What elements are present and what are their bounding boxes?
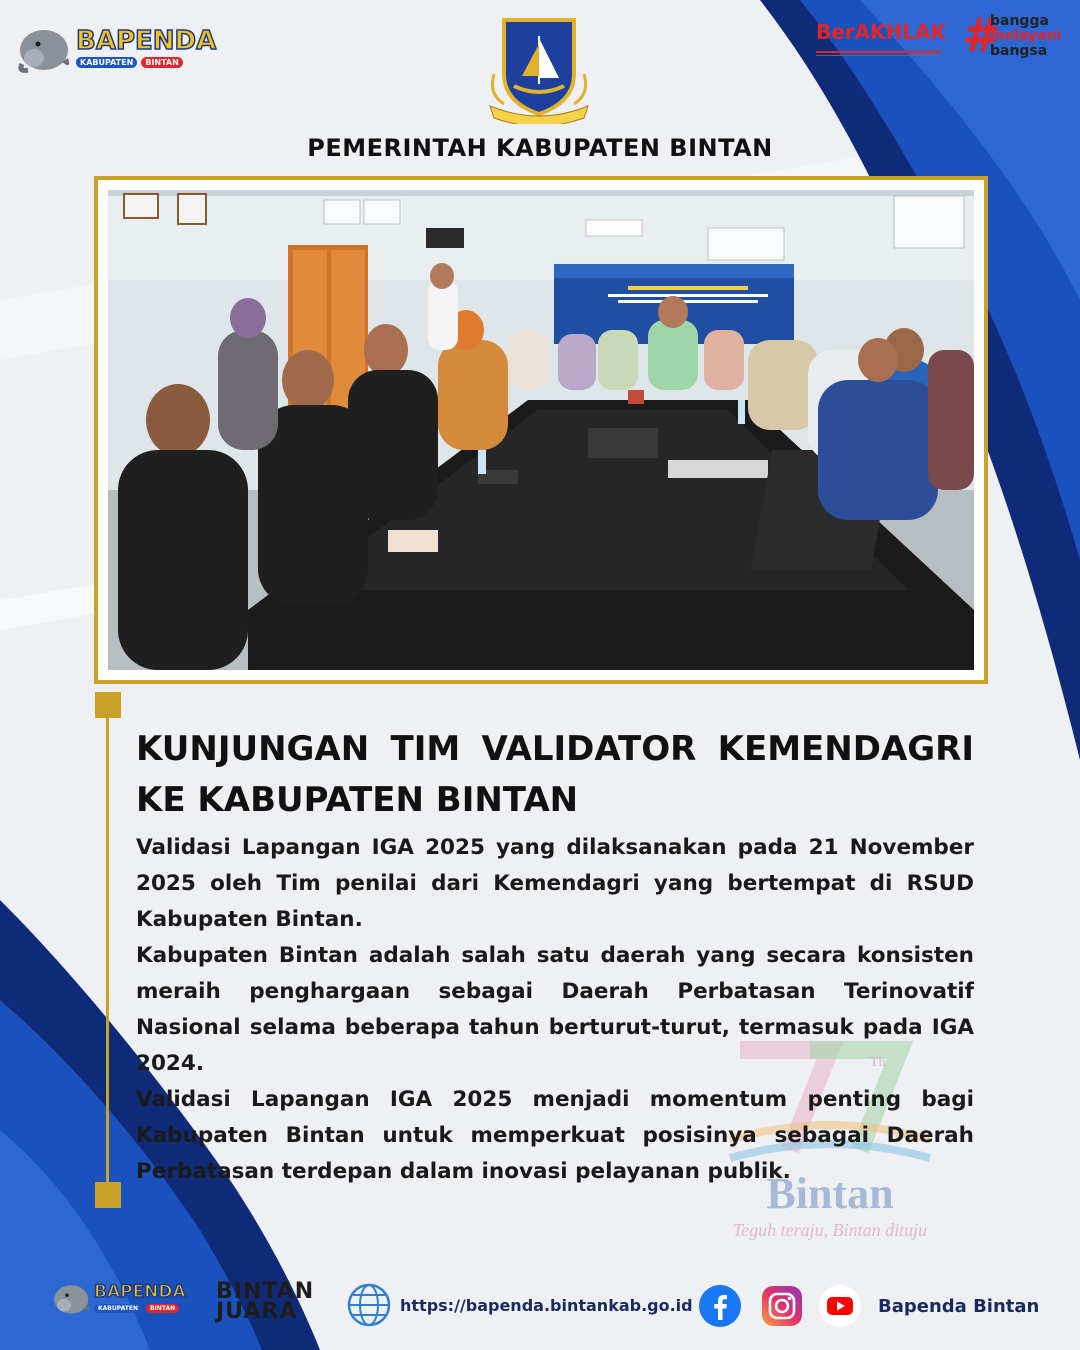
manatee-icon [50,1278,94,1318]
watermark-name: Bintan [766,1169,894,1218]
bapenda-sub-label: BINTAN [141,57,183,68]
watermark-suffix: Th [870,1055,886,1070]
paragraph: Kabupaten Bintan adalah salah satu daerah yang secara konsisten meraih penghargaan sebagai Daerah Perbatasan Terinovatif Nasional selama beberapa tahun berturut-turut, termasuk pada IGA 2024. [136,943,974,1076]
bapenda-sub-label: BINTAN [146,1304,179,1313]
paragraph: Validasi Lapangan IGA 2025 menjadi momentum penting bagi Kabupaten Bintan untuk memperkuat posisinya sebagai Daerah Perbatasan terdepan dalam inovasi pelayanan publik. [136,1087,974,1184]
photo-frame [94,176,988,684]
meeting-room-illustration [108,190,974,670]
bangga-melayani-logo [962,8,1072,62]
bangga-line: bangsa [990,43,1048,59]
instagram-icon[interactable] [760,1284,804,1328]
berakhlak-logo [816,20,946,63]
berakhlak-label: BerAKHLAK [816,20,947,44]
bapenda-wordmark: BAPENDA [76,26,217,56]
youtube-icon[interactable] [818,1284,862,1328]
headline-line-1: KUNJUNGAN TIM VALIDATOR KEMENDAGRI [136,729,974,769]
hashtag-icon: # [962,8,1001,62]
emblem-icon [484,14,594,124]
timeline-line [106,712,109,1186]
facebook-icon[interactable] [698,1284,742,1328]
headline-line-2: KE KABUPATEN BINTAN [136,780,579,820]
berakhlak-underline [816,49,946,59]
bintan-juara-line: JUARA [216,1298,298,1324]
article-body [136,830,974,1190]
timeline-marker-bottom [95,1182,121,1208]
bapenda-sub-label: KABUPATEN [76,57,137,68]
government-title: PEMERINTAH KABUPATEN BINTAN [307,134,773,162]
bapenda-sub-label: KABUPATEN [94,1304,142,1313]
website-link[interactable] [346,1282,693,1328]
social-account-name: Bapenda Bintan [878,1296,1040,1317]
bangga-line: melayani [990,28,1062,44]
watermark-tagline: Teguh teraju, Bintan dituju [732,1220,928,1240]
bintan-juara-line: BINTAN [216,1279,315,1304]
paragraph: Validasi Lapangan IGA 2025 yang dilaksanakan pada 21 November 2025 oleh Tim penilai dari Kemendagri yang bertempat di RSUD Kabupaten Bintan. [136,835,974,932]
bintan-juara-logo [216,1279,315,1324]
footer-bapenda-logo [50,1278,186,1318]
globe-icon [346,1282,392,1328]
website-url[interactable]: https://bapenda.bintankab.go.id [400,1295,693,1315]
timeline-marker-top [95,692,121,718]
article-headline [136,724,974,826]
bapenda-wordmark: BAPENDA [94,1281,186,1302]
manatee-icon [14,20,76,76]
bapenda-logo [14,20,216,76]
bangga-line: bangga [990,13,1049,29]
meeting-photo [108,190,974,670]
